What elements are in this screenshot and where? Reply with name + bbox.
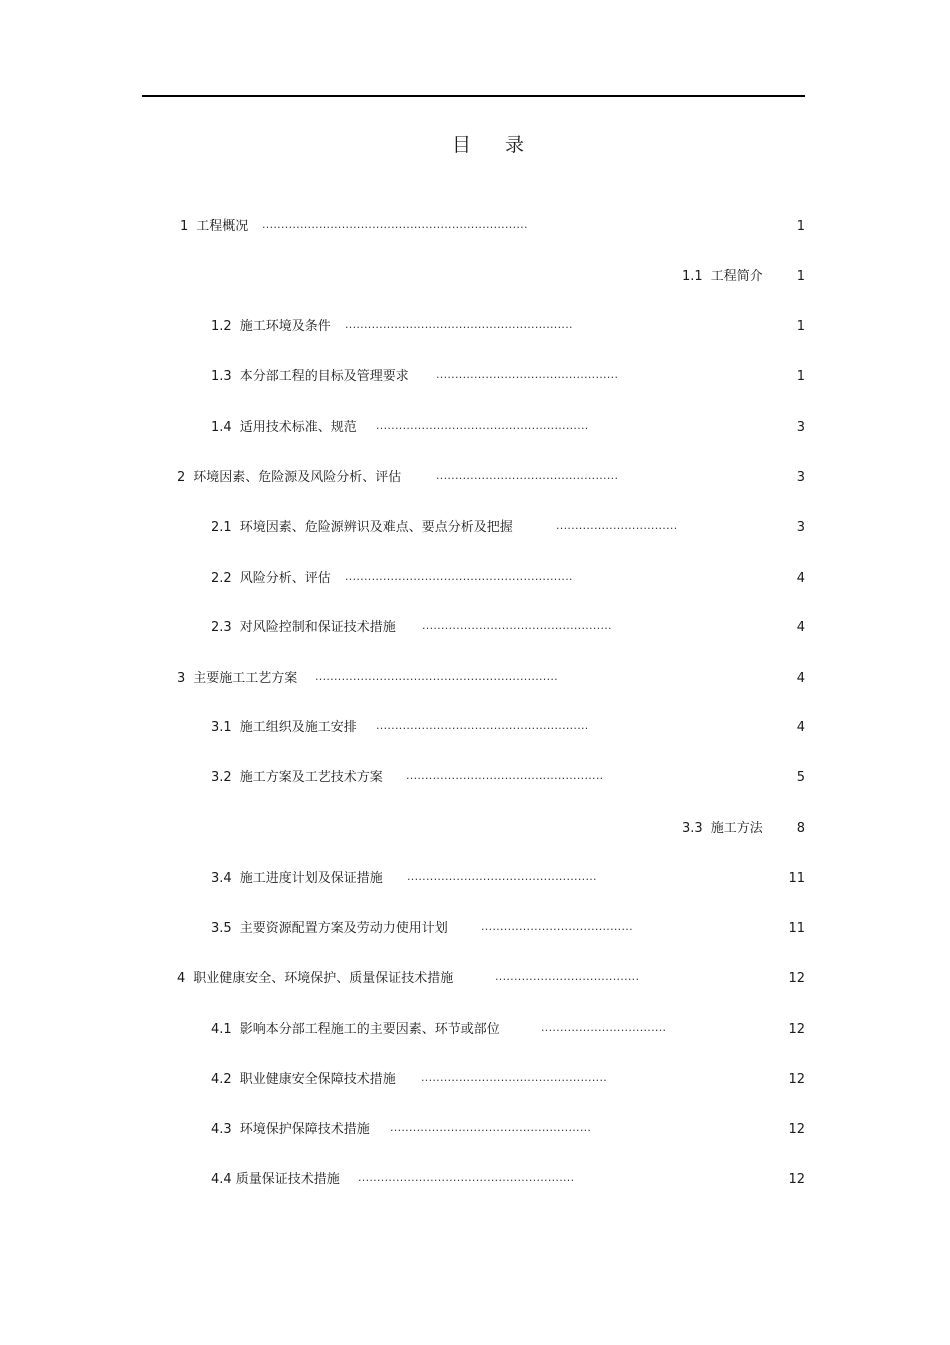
toc-entry-number: 3.4 [211, 871, 232, 886]
toc-entry[interactable] [682, 267, 763, 287]
toc-entry[interactable] [682, 819, 763, 839]
toc-page-number: 11 [788, 871, 805, 886]
toc-page-number: 12 [788, 971, 805, 986]
toc-page-number: 5 [796, 770, 805, 785]
toc-page-number: 1 [796, 219, 805, 234]
toc-page-number: 4 [796, 671, 805, 686]
toc-entry-number: 3.1 [211, 720, 232, 735]
toc-leader-dots: ......................................................... [358, 1171, 575, 1184]
toc-page-number: 1 [796, 269, 805, 284]
toc-leader-dots: ...................................................................... [262, 218, 528, 231]
toc-entry[interactable] [211, 569, 573, 589]
toc-entry[interactable] [180, 217, 528, 237]
toc-entry[interactable] [211, 518, 678, 538]
toc-entry-title: 环境因素、危险源辨识及难点、要点分析及把握 [239, 520, 513, 535]
toc-entry-number: 2 [177, 470, 186, 485]
toc-entry-title: 风险分析、评估 [239, 571, 331, 586]
toc-entry-number: 3.2 [211, 770, 232, 785]
toc-leader-dots: ............................................................ [345, 318, 573, 331]
toc-entry[interactable] [211, 718, 589, 738]
toc-entry[interactable] [211, 418, 589, 438]
toc-entry[interactable] [211, 1120, 592, 1140]
toc-leader-dots: ................................................ [436, 469, 619, 482]
toc-page-number: 4 [796, 571, 805, 586]
toc-entry-title: 施工方法 [710, 821, 763, 836]
toc-entry[interactable] [211, 768, 604, 788]
toc-leader-dots: .................................................. [422, 619, 612, 632]
toc-entry[interactable] [211, 1020, 667, 1040]
toc-page-number: 8 [796, 821, 805, 836]
toc-entry-title: 施工组织及施工安排 [239, 720, 357, 735]
toc-page-number: 3 [796, 470, 805, 485]
toc-entry-title: 对风险控制和保证技术措施 [239, 620, 396, 635]
toc-entry-number: 2.1 [211, 520, 232, 535]
toc-entry-title: 影响本分部工程施工的主要因素、环节或部位 [239, 1022, 500, 1037]
toc-entry-number: 4.4 [211, 1172, 232, 1187]
toc-entry[interactable] [177, 669, 558, 689]
toc-page-number: 1 [796, 319, 805, 334]
toc-page-number: 3 [796, 420, 805, 435]
toc-leader-dots: ........................................................ [376, 419, 589, 432]
toc-entry-number: 3.3 [682, 821, 703, 836]
toc-entry-title: 主要资源配置方案及劳动力使用计划 [239, 921, 448, 936]
toc-page-number: 11 [788, 921, 805, 936]
toc-entry-number: 1.1 [682, 269, 703, 284]
toc-entry[interactable] [211, 367, 619, 387]
toc-leader-dots: ................................ [556, 519, 678, 532]
toc-leader-dots: ..................................................... [390, 1121, 592, 1134]
toc-page-number: 4 [796, 720, 805, 735]
toc-entry-title: 施工进度计划及保证措施 [239, 871, 383, 886]
toc-entry-number: 4.1 [211, 1022, 232, 1037]
toc-entry-number: 4 [177, 971, 186, 986]
toc-entry-title: 施工环境及条件 [239, 319, 331, 334]
toc-page-number: 12 [788, 1172, 805, 1187]
toc-leader-dots: ................................................. [421, 1071, 608, 1084]
toc-entry-number: 1.3 [211, 369, 232, 384]
toc-entry-title: 本分部工程的目标及管理要求 [239, 369, 409, 384]
toc-entry-title: 职业健康安全、环境保护、质量保证技术措施 [193, 971, 454, 986]
toc-entry[interactable] [211, 317, 573, 337]
toc-entry-number: 2.3 [211, 620, 232, 635]
toc-leader-dots: .................................................... [406, 769, 604, 782]
toc-page-number: 12 [788, 1122, 805, 1137]
toc-entry-number: 4.2 [211, 1072, 232, 1087]
toc-leader-dots: ...................................... [495, 970, 640, 983]
toc-entry-title: 工程简介 [710, 269, 763, 284]
toc-page-number: 4 [796, 620, 805, 635]
toc-leader-dots: ............................................................ [345, 570, 573, 583]
toc-entry-number: 1.4 [211, 420, 232, 435]
toc-leader-dots: ................................................................ [315, 670, 558, 683]
toc-entry[interactable] [211, 618, 612, 638]
toc-entry[interactable] [211, 919, 633, 939]
toc-title: 目 录 [451, 134, 539, 156]
toc-entry-number: 1 [180, 219, 189, 234]
toc-entry[interactable] [211, 869, 597, 889]
toc-entry[interactable] [211, 1070, 608, 1090]
toc-page-number: 1 [796, 369, 805, 384]
toc-entry[interactable] [177, 969, 640, 989]
toc-entry-title: 主要施工工艺方案 [193, 671, 298, 686]
toc-entry-number: 4.3 [211, 1122, 232, 1137]
toc-leader-dots: .................................................. [407, 870, 597, 883]
toc-entry-title: 环境因素、危险源及风险分析、评估 [193, 470, 402, 485]
toc-entry-title: 环境保护保障技术措施 [239, 1122, 370, 1137]
toc-page-number: 12 [788, 1072, 805, 1087]
toc-entry[interactable] [211, 1170, 575, 1190]
toc-entry-number: 2.2 [211, 571, 232, 586]
toc-entry-title: 适用技术标准、规范 [239, 420, 357, 435]
toc-entry-title: 工程概况 [196, 219, 249, 234]
toc-entry-number: 3.5 [211, 921, 232, 936]
toc-entry[interactable] [177, 468, 619, 488]
toc-leader-dots: ................................. [541, 1021, 667, 1034]
toc-entry-title: 质量保证技术措施 [235, 1172, 340, 1187]
toc-entry-number: 3 [177, 671, 186, 686]
toc-leader-dots: ........................................................ [376, 719, 589, 732]
toc-entry-title: 职业健康安全保障技术措施 [239, 1072, 396, 1087]
toc-page-number: 12 [788, 1022, 805, 1037]
toc-entry-number: 1.2 [211, 319, 232, 334]
toc-leader-dots: ................................................ [436, 368, 619, 381]
toc-page-number: 3 [796, 520, 805, 535]
toc-leader-dots: ........................................ [481, 920, 633, 933]
toc-entry-title: 施工方案及工艺技术方案 [239, 770, 383, 785]
